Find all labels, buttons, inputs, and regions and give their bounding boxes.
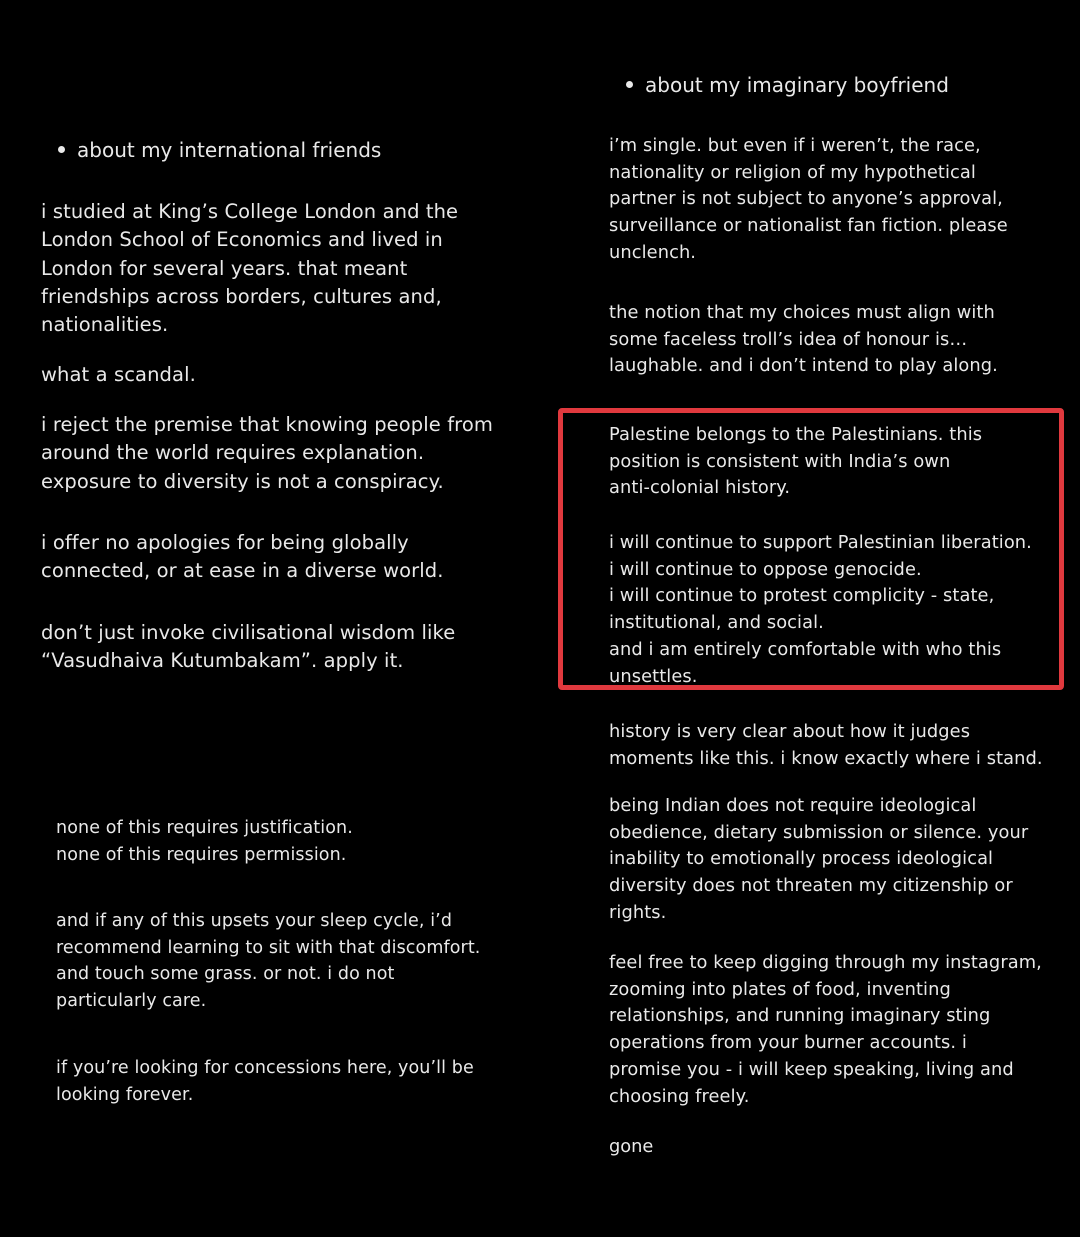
left-paragraph-3: i reject the premise that knowing people from around the world requires explanation. exposure to diversity is not a conspiracy.	[41, 413, 493, 493]
right-paragraph-7: feel free to keep digging through my instagram, zooming into plates of food, inventing relationships, and running imaginary sting operations from your burner accounts. i promise you - i will keep speaking, living and choosing freely.	[609, 952, 1042, 1107]
right-paragraph-4: i will continue to support Palestinian liberation. i will continue to oppose genocide. i will continue to protest complicity - state, institutional, and social. and i am entirely comfortable with who this unsettles.	[609, 532, 1032, 687]
bullet-icon	[58, 146, 65, 153]
left-paragraph-1: i studied at King’s College London and the London School of Economics and lived in London for several years. that meant friendships across borders, cultures and, nationalities.	[41, 200, 459, 337]
left-paragraph-6: none of this requires justification. none of this requires permission.	[56, 818, 353, 865]
left-paragraph-7: and if any of this upsets your sleep cycle, i’d recommend learning to sit with that discomfort. and touch some grass. or not. i do not particularly care.	[56, 911, 481, 1012]
cropped-text: gone	[609, 1136, 654, 1157]
left-paragraph-8: if you’re looking for concessions here, you’ll be looking forever.	[56, 1058, 474, 1105]
bullet-icon	[626, 81, 633, 88]
right-paragraph-5: history is very clear about how it judges moments like this. i know exactly where i stand.	[609, 721, 1043, 769]
left-paragraph-2: what a scandal.	[41, 363, 196, 386]
right-section-heading	[626, 71, 949, 99]
cropped-text-fragment	[609, 1128, 669, 1157]
left-paragraph-5: don’t just invoke civilisational wisdom like “Vasudhaiva Kutumbakam”. apply it.	[41, 621, 456, 673]
right-paragraph-1: i’m single. but even if i weren’t, the race, nationality or religion of my hypothetical partner is not subject to anyone’s approval, surveillance or nationalist fan fiction. please unclench.	[609, 135, 1008, 263]
right-paragraph-2: the notion that my choices must align with some faceless troll’s idea of honour is… laughable. and i don’t intend to play along.	[609, 302, 998, 377]
left-section-heading	[58, 136, 381, 164]
left-paragraph-4: i offer no apologies for being globally connected, or at ease in a diverse world.	[41, 531, 444, 583]
left-heading-text: about my international friends	[77, 138, 382, 162]
right-paragraph-3: Palestine belongs to the Palestinians. this position is consistent with India’s own anti-colonial history.	[609, 424, 983, 499]
right-paragraph-6: being Indian does not require ideological obedience, dietary submission or silence. your inability to emotionally process ideological diversity does not threaten my citizenship or rights.	[609, 795, 1029, 923]
right-heading-text: about my imaginary boyfriend	[645, 73, 949, 97]
